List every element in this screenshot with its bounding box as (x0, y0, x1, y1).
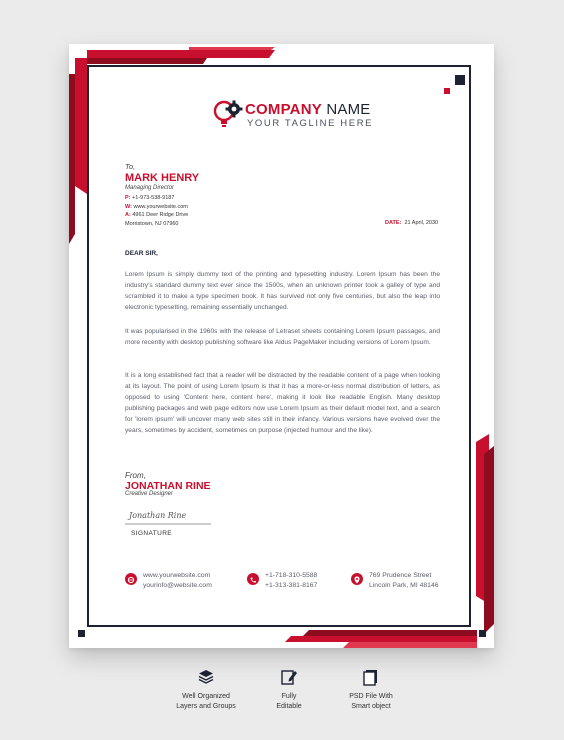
from-label: From, (125, 471, 146, 480)
recipient-address-line: A: 4961 Deer Ridge Drive (125, 212, 189, 218)
feature-psd-line1: PSD File With (349, 693, 393, 700)
footer-email: yourinfo@website.com (143, 581, 212, 589)
feature-editable-line2: Editable (276, 703, 302, 710)
layers-icon (197, 668, 215, 686)
footer-address-line-2: Lincoln Park, MI 48146 (369, 581, 439, 589)
company-tagline: YOUR TAGLINE HERE (247, 118, 374, 129)
sender-name: JONATHAN RINE (125, 480, 211, 492)
folder-icon (362, 668, 380, 686)
phone-icon (247, 573, 259, 585)
recipient-name: MARK HENRY (125, 172, 200, 184)
to-label: To, (125, 162, 136, 171)
feature-psd (336, 668, 406, 712)
recipient-contact (125, 194, 188, 228)
feature-layers-line1: Well Organized (182, 693, 230, 700)
footer-phone-2: +1-313-381-8167 (265, 581, 318, 589)
recipient-web-line: W: www.yourwebsite.com (125, 203, 188, 210)
feature-layers-line2: Layers and Groups (176, 703, 236, 710)
recipient-address-line2: Morristown, NJ 07960 (125, 220, 179, 227)
footer-phone-1: +1-718-310-5588 (265, 572, 318, 579)
signature-script: Jonathan Rine (129, 511, 187, 520)
footer-address-line-1: 769 Prudence Street (369, 572, 432, 579)
recipient-title: Managing Director (125, 185, 175, 191)
feature-layers (166, 668, 246, 712)
edit-icon (280, 668, 298, 686)
corner-square-top-right-small (444, 88, 450, 94)
lightbulb-gear-icon (212, 98, 246, 132)
company-name: COMPANY NAME (245, 101, 371, 118)
corner-square-top-right (455, 75, 465, 85)
location-pin-icon (351, 573, 363, 585)
body-paragraph-2: It was popularised in the 1960s with the release of Letraset sheets containing Lorem Ipsum passages, and more recently with desktop publishing software like Aldus PageMaker including versions of Lorem Ipsum. (125, 328, 440, 346)
footer-website: www.yourwebsite.com (143, 572, 211, 579)
feature-editable-line1: Fully (281, 693, 297, 700)
corner-square-bottom-right (479, 630, 486, 637)
recipient-phone-line: P: +1-973-538-9187 (125, 195, 175, 201)
signature-graphic (125, 504, 215, 528)
letter-date: DATE: 21 April, 2030 (385, 220, 439, 226)
globe-icon (125, 573, 137, 585)
feature-psd-line2: Smart object (351, 703, 391, 710)
body-paragraph-3: It is a long established fact that a reader will be distracted by the readable content of a page when looking at its layout. The point of using Lorem Ipsum is that it has a more-or-less normal distribution of letters, as opposed to using 'Content here, content here', making it look like readable English. Many desktop publishing packages and web page editors now use Lorem Ipsum as their default model text, and a search for 'lorem ipsum' will uncover many web sites still in their infancy. Various versions have evolved over the years, sometimes by accident, sometimes on purpose (injected humour and the like). (125, 372, 440, 434)
body-paragraph-1: Lorem Ipsum is simply dummy text of the printing and typesetting industry. Lorem Ipsum has been the industry's standard dummy text ever since the 1500s, when an unknown printer took a galley of type and scrambled it to make a type specimen book. It has survived not only five centuries, but also the leap into electronic typesetting, remaining essentially unchanged. (125, 271, 440, 311)
salutation: DEAR SIR, (125, 250, 158, 257)
corner-square-bottom-left (78, 630, 85, 637)
sender-title: Creative Designer (125, 491, 174, 497)
recipient-block (125, 162, 199, 191)
company-logo (212, 98, 372, 130)
feature-editable (259, 668, 319, 712)
signature-label: SIGNATURE (131, 530, 173, 537)
letterhead-sheet (69, 44, 494, 648)
